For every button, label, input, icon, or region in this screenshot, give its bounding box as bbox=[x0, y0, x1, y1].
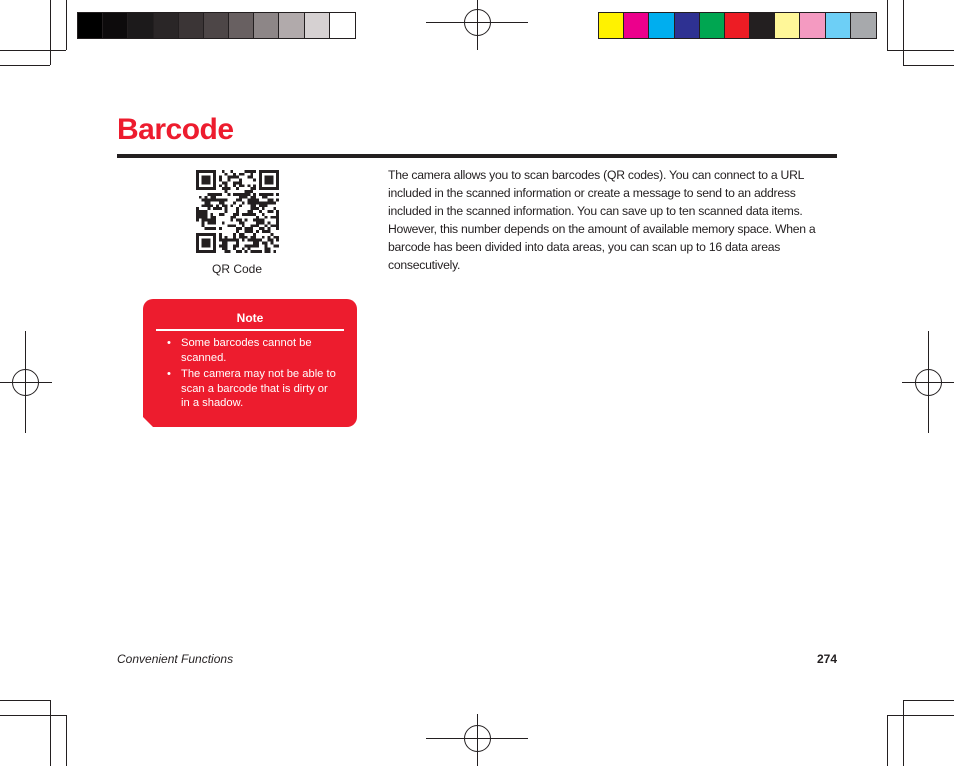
color-swatch bbox=[229, 13, 254, 38]
color-swatch bbox=[599, 13, 624, 38]
page-number: 274 bbox=[816, 652, 837, 666]
color-swatch bbox=[204, 13, 229, 38]
note-list bbox=[167, 336, 337, 413]
body-paragraph: The camera allows you to scan barcodes (QR codes). You can connect to a URL included in the scanned information or create a message to send to an address included in the scanned information. You can save up to ten scanned data items. However, this number depends on the amount of available memory space. When a barcode has been divided into data areas, you can scan up to 16 data areas consecutively. bbox=[388, 168, 816, 272]
color-calibration-strip bbox=[598, 12, 877, 39]
color-swatch bbox=[103, 13, 128, 38]
color-swatch bbox=[78, 13, 103, 38]
qr-code-caption: QR Code bbox=[211, 262, 263, 276]
title-rule bbox=[117, 154, 837, 158]
gray-calibration-strip bbox=[77, 12, 356, 39]
color-swatch bbox=[305, 13, 330, 38]
color-swatch bbox=[279, 13, 304, 38]
color-swatch bbox=[851, 13, 876, 38]
note-item: • The camera may not be able to scan a barcode that is dirty or in a shadow. bbox=[167, 367, 337, 411]
color-swatch bbox=[700, 13, 725, 38]
color-swatch bbox=[750, 13, 775, 38]
color-swatch bbox=[675, 13, 700, 38]
color-swatch bbox=[254, 13, 279, 38]
qr-code-image bbox=[196, 170, 279, 253]
note-item: • Some barcodes cannot be scanned. bbox=[167, 336, 337, 365]
color-swatch bbox=[800, 13, 825, 38]
note-rule bbox=[156, 329, 344, 331]
note-box bbox=[143, 299, 357, 427]
color-swatch bbox=[128, 13, 153, 38]
note-title: Note bbox=[236, 311, 264, 325]
color-swatch bbox=[330, 13, 355, 38]
color-swatch bbox=[775, 13, 800, 38]
color-swatch bbox=[179, 13, 204, 38]
note-corner-cut bbox=[143, 417, 153, 427]
color-swatch bbox=[826, 13, 851, 38]
color-swatch bbox=[649, 13, 674, 38]
page-title: Barcode bbox=[117, 113, 234, 146]
color-swatch bbox=[725, 13, 750, 38]
color-swatch bbox=[624, 13, 649, 38]
footer-section-name: Convenient Functions bbox=[117, 652, 234, 666]
color-swatch bbox=[154, 13, 179, 38]
